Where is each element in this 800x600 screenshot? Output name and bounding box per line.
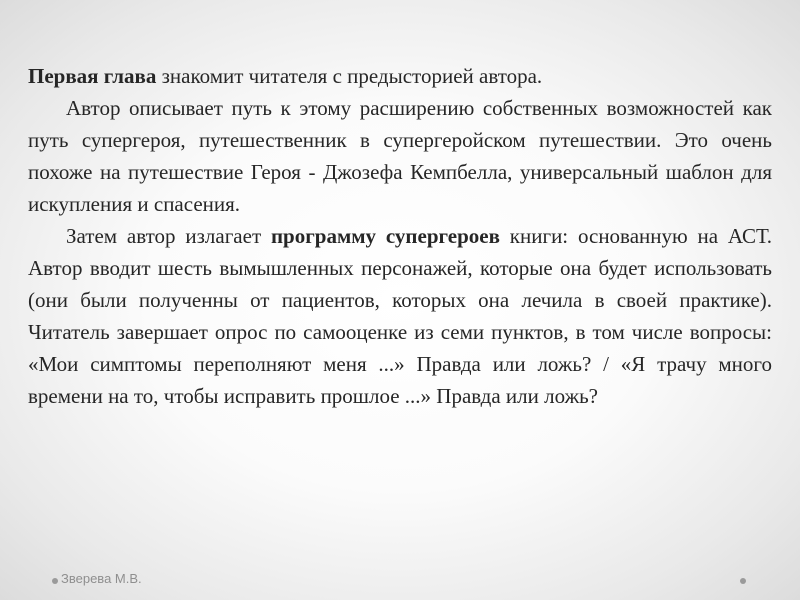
paragraph-1 (28, 60, 772, 92)
paragraph-1-bold: Первая глава (28, 64, 157, 88)
slide-body (28, 60, 772, 412)
paragraph-3-text-before: Затем автор излагает (66, 224, 271, 248)
bullet-dot-icon (740, 578, 746, 584)
slide-footer (0, 560, 800, 600)
paragraph-3-bold: программу супергероев (270, 224, 500, 248)
paragraph-1-text: знакомит читателя с предысторией автора. (156, 64, 543, 88)
paragraph-3-text-after: книги: основанную на АСТ. Автор вводит шесть вымышленных персонажей, которые она будет использовать (они были полученны от пациентов, которых она лечила в своей практике). Читатель завершает опрос по самооценке из семи пунктов, в том числе вопросы: «Мои симптомы переполняют меня ...» Правда или ложь? / «Я трачу много времени на то, чтобы исправить прошлое ...» Правда или ложь? (28, 224, 772, 408)
paragraph-3 (28, 220, 772, 412)
paragraph-2: Автор описывает путь к этому расширению собственных возможностей как путь супергероя, путешественник в супергеройском путешествии. Это очень похоже на путешествие Героя - Джозефа Кемпбелла, универсальный шаблон для искупления и спасения. (28, 96, 772, 216)
footer-author: Зверева М.В. (61, 571, 142, 586)
bullet-dot-icon (52, 578, 58, 584)
